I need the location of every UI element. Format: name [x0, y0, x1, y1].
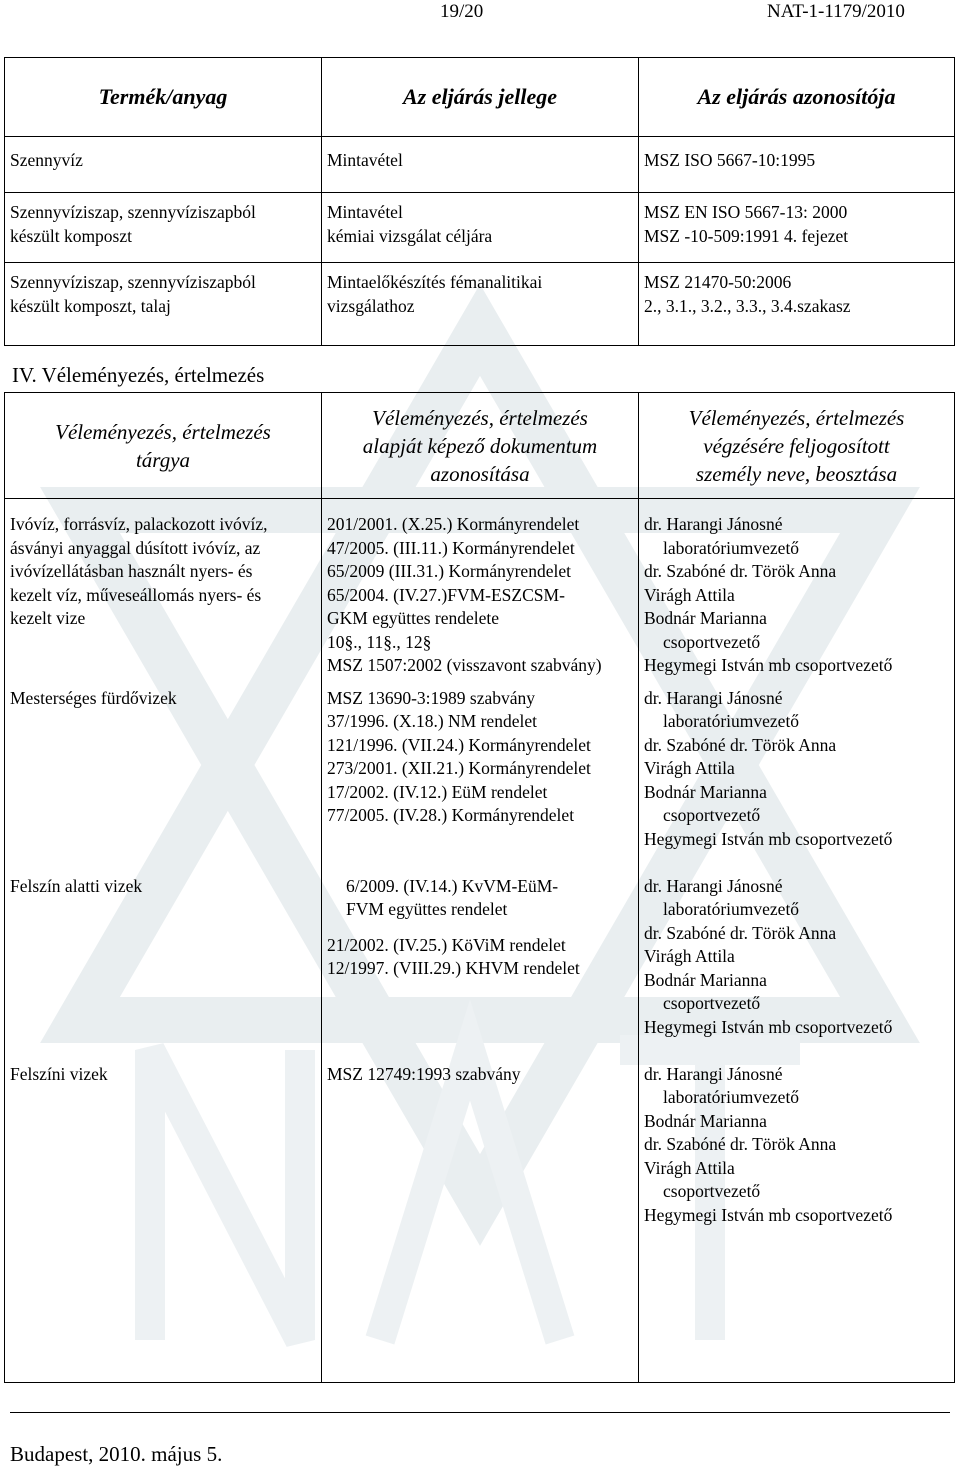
authorized-person-line: Hegymegi István mb csoportvezető — [644, 655, 893, 675]
subject-line: Ivóvíz, forrásvíz, palackozott ivóvíz, — [10, 514, 268, 534]
column-header-line: Véleményezés, értelmezés — [372, 405, 588, 430]
authorized-person-line: dr. Harangi Jánosné — [644, 687, 783, 708]
authorized-person-line: laboratóriumvezető — [663, 537, 800, 558]
basis-document-line: 47/2005. (III.11.) Kormányrendelet — [327, 537, 575, 558]
basis-document-cell — [322, 499, 639, 687]
column-header-basis-document — [322, 393, 639, 499]
procedures-row — [5, 263, 955, 346]
subject-line: kezelt vize — [10, 608, 86, 628]
subject-cell — [5, 687, 322, 875]
product-line: készült komposzt, talaj — [10, 295, 171, 316]
procedures-row — [5, 193, 955, 263]
authorized-person-cell — [639, 499, 955, 687]
basis-document-line: GKM együttes rendelete — [327, 608, 500, 628]
column-header-line: tárgya — [135, 447, 191, 472]
basis-document-line: 121/1996. (VII.24.) Kormányrendelet — [327, 734, 591, 755]
basis-document-line: MSZ 1507:2002 (visszavont szabvány) — [327, 655, 602, 675]
subject-line: Felszíni vizek — [10, 1063, 108, 1084]
subject-cell — [5, 1063, 322, 1383]
procedure-id-line: 2., 3.1., 3.2., 3.3., 3.4.szakasz — [644, 295, 851, 316]
procedures-table — [4, 57, 955, 346]
opinions-row — [5, 499, 955, 687]
subject-cell — [5, 499, 322, 687]
basis-document-line: 65/2009 (III.31.) Kormányrendelet — [327, 561, 571, 581]
basis-document-cell — [322, 687, 639, 875]
column-header-authorized-person — [639, 393, 955, 499]
basis-document-line: 273/2001. (XII.21.) Kormányrendelet — [327, 758, 591, 778]
subject-line: ivóvízellátásban használt nyers- és — [10, 561, 253, 581]
authorized-person-cell — [639, 687, 955, 875]
authorized-person-line: Hegymegi István mb csoportvezető — [644, 1204, 893, 1225]
column-header-line: alapját képező dokumentum — [362, 433, 598, 458]
basis-document-line: FVM együttes rendelet — [346, 899, 508, 919]
product-line: Szennyvíziszap, szennyvíziszapból — [10, 272, 256, 292]
opinions-row — [5, 687, 955, 875]
opinions-row — [5, 1063, 955, 1383]
subject-cell — [5, 875, 322, 1063]
column-header-line: Véleményezés, értelmezés — [688, 405, 905, 430]
authorized-person-line: laboratóriumvezető — [663, 899, 800, 919]
basis-document-line: 10§., 11§., 12§ — [327, 631, 432, 652]
basis-document-line: 17/2002. (IV.12.) EüM rendelet — [327, 781, 548, 802]
subject-line: ásványi anyaggal dúsított ivóvíz, az — [10, 537, 261, 558]
authorized-person-line: Hegymegi István mb csoportvezető — [644, 828, 893, 849]
column-header-product: Termék/anyag — [5, 58, 322, 137]
basis-document-line: MSZ 13690-3:1989 szabvány — [327, 687, 536, 708]
authorized-person-line: dr. Szabóné dr. Török Anna — [644, 1134, 837, 1154]
procedure-id-cell — [639, 193, 955, 263]
opinions-table — [4, 392, 955, 1383]
product-cell — [5, 263, 322, 346]
authorized-person-line: Hegymegi István mb csoportvezető — [644, 1016, 893, 1037]
authorized-person-line: Bodnár Marianna — [644, 1110, 767, 1131]
basis-document-line: 201/2001. (X.25.) Kormányrendelet — [327, 514, 580, 534]
subject-line: Felszín alatti vizek — [10, 875, 143, 896]
procedure-id-line: MSZ EN ISO 5667-13: 2000 — [644, 202, 848, 222]
basis-document-cell — [322, 1063, 639, 1383]
authorized-person-line: laboratóriumvezető — [663, 711, 800, 731]
procedure-type-cell — [322, 193, 639, 263]
product-cell — [5, 193, 322, 263]
authorized-person-line: Bodnár Marianna — [644, 781, 767, 802]
procedure-type-line: Mintaelőkészítés fémanalitikai — [327, 272, 543, 292]
authorized-person-line: dr. Szabóné dr. Török Anna — [644, 734, 837, 755]
subject-line: Mesterséges fürdővizek — [10, 687, 177, 708]
opinions-header-row — [5, 393, 955, 499]
authorized-person-line: dr. Harangi Jánosné — [644, 514, 783, 534]
authorized-person-line: csoportvezető — [663, 805, 761, 825]
procedure-id-cell — [639, 137, 955, 193]
footer-date: Budapest, 2010. május 5. — [10, 1442, 223, 1466]
column-header-line: végzésére feljogosított — [703, 433, 890, 458]
section-title: IV. Véleményezés, értelmezés — [12, 363, 265, 387]
column-header-subject — [5, 393, 322, 499]
procedure-type-line: Mintavétel — [327, 202, 403, 222]
product-line: Szennyvíz — [10, 150, 83, 170]
footer-divider — [10, 1412, 950, 1413]
authorized-person-line: Virágh Attila — [644, 758, 735, 778]
basis-document-line: 77/2005. (IV.28.) Kormányrendelet — [327, 805, 575, 825]
subject-line: kezelt víz, műveseállomás nyers- és — [10, 584, 262, 605]
product-line: Szennyvíziszap, szennyvíziszapból — [10, 202, 256, 222]
authorized-person-line: dr. Szabóné dr. Török Anna — [644, 561, 837, 581]
document-id: NAT-1-1179/2010 — [767, 1, 905, 22]
procedures-header-row — [5, 58, 955, 137]
authorized-person-line: dr. Harangi Jánosné — [644, 875, 783, 896]
product-line: készült komposzt — [10, 225, 132, 246]
authorized-person-line: dr. Szabóné dr. Török Anna — [644, 922, 837, 943]
authorized-person-line: Virágh Attila — [644, 1157, 735, 1178]
procedure-id-line: MSZ -10-509:1991 4. fejezet — [644, 225, 849, 246]
procedure-type-line: Mintavétel — [327, 150, 403, 170]
product-cell — [5, 137, 322, 193]
basis-document-line: 21/2002. (IV.25.) KöViM rendelet — [327, 934, 566, 955]
column-header-line: Véleményezés, értelmezés — [55, 419, 271, 444]
procedure-type-line: vizsgálathoz — [327, 295, 415, 316]
basis-document-line: 6/2009. (IV.14.) KvVM-EüM- — [346, 875, 559, 896]
page-number: 19/20 — [440, 1, 484, 22]
basis-document-line: 65/2004. (IV.27.)FVM-ESZCSM- — [327, 584, 565, 605]
authorized-person-line: laboratóriumvezető — [663, 1087, 800, 1107]
authorized-person-line: Bodnár Marianna — [644, 969, 767, 990]
authorized-person-line: dr. Harangi Jánosné — [644, 1063, 783, 1084]
basis-document-line: MSZ 12749:1993 szabvány — [327, 1063, 521, 1084]
procedure-type-line: kémiai vizsgálat céljára — [327, 225, 493, 246]
authorized-person-cell — [639, 875, 955, 1063]
authorized-person-line: csoportvezető — [663, 631, 761, 652]
basis-document-cell — [322, 875, 639, 1063]
column-header-line: azonosítása — [430, 461, 530, 486]
column-header-procedure-id: Az eljárás azonosítója — [639, 58, 955, 137]
procedure-id-line: MSZ ISO 5667-10:1995 — [644, 150, 816, 170]
basis-document-line: 12/1997. (VIII.29.) KHVM rendelet — [327, 958, 580, 978]
authorized-person-line: Virágh Attila — [644, 946, 735, 966]
authorized-person-line: Bodnár Marianna — [644, 608, 767, 628]
authorized-person-line: csoportvezető — [663, 1181, 761, 1201]
basis-document-line: 37/1996. (X.18.) NM rendelet — [327, 711, 537, 731]
column-header-procedure-type: Az eljárás jellege — [322, 58, 639, 137]
procedure-type-cell — [322, 263, 639, 346]
authorized-person-line: Virágh Attila — [644, 584, 735, 605]
authorized-person-cell — [639, 1063, 955, 1383]
procedure-id-cell — [639, 263, 955, 346]
procedure-type-cell — [322, 137, 639, 193]
opinions-row — [5, 875, 955, 1063]
procedure-id-line: MSZ 21470-50:2006 — [644, 272, 792, 292]
procedures-row — [5, 137, 955, 193]
column-header-line: személy neve, beosztása — [695, 461, 898, 486]
authorized-person-line: csoportvezető — [663, 993, 761, 1013]
